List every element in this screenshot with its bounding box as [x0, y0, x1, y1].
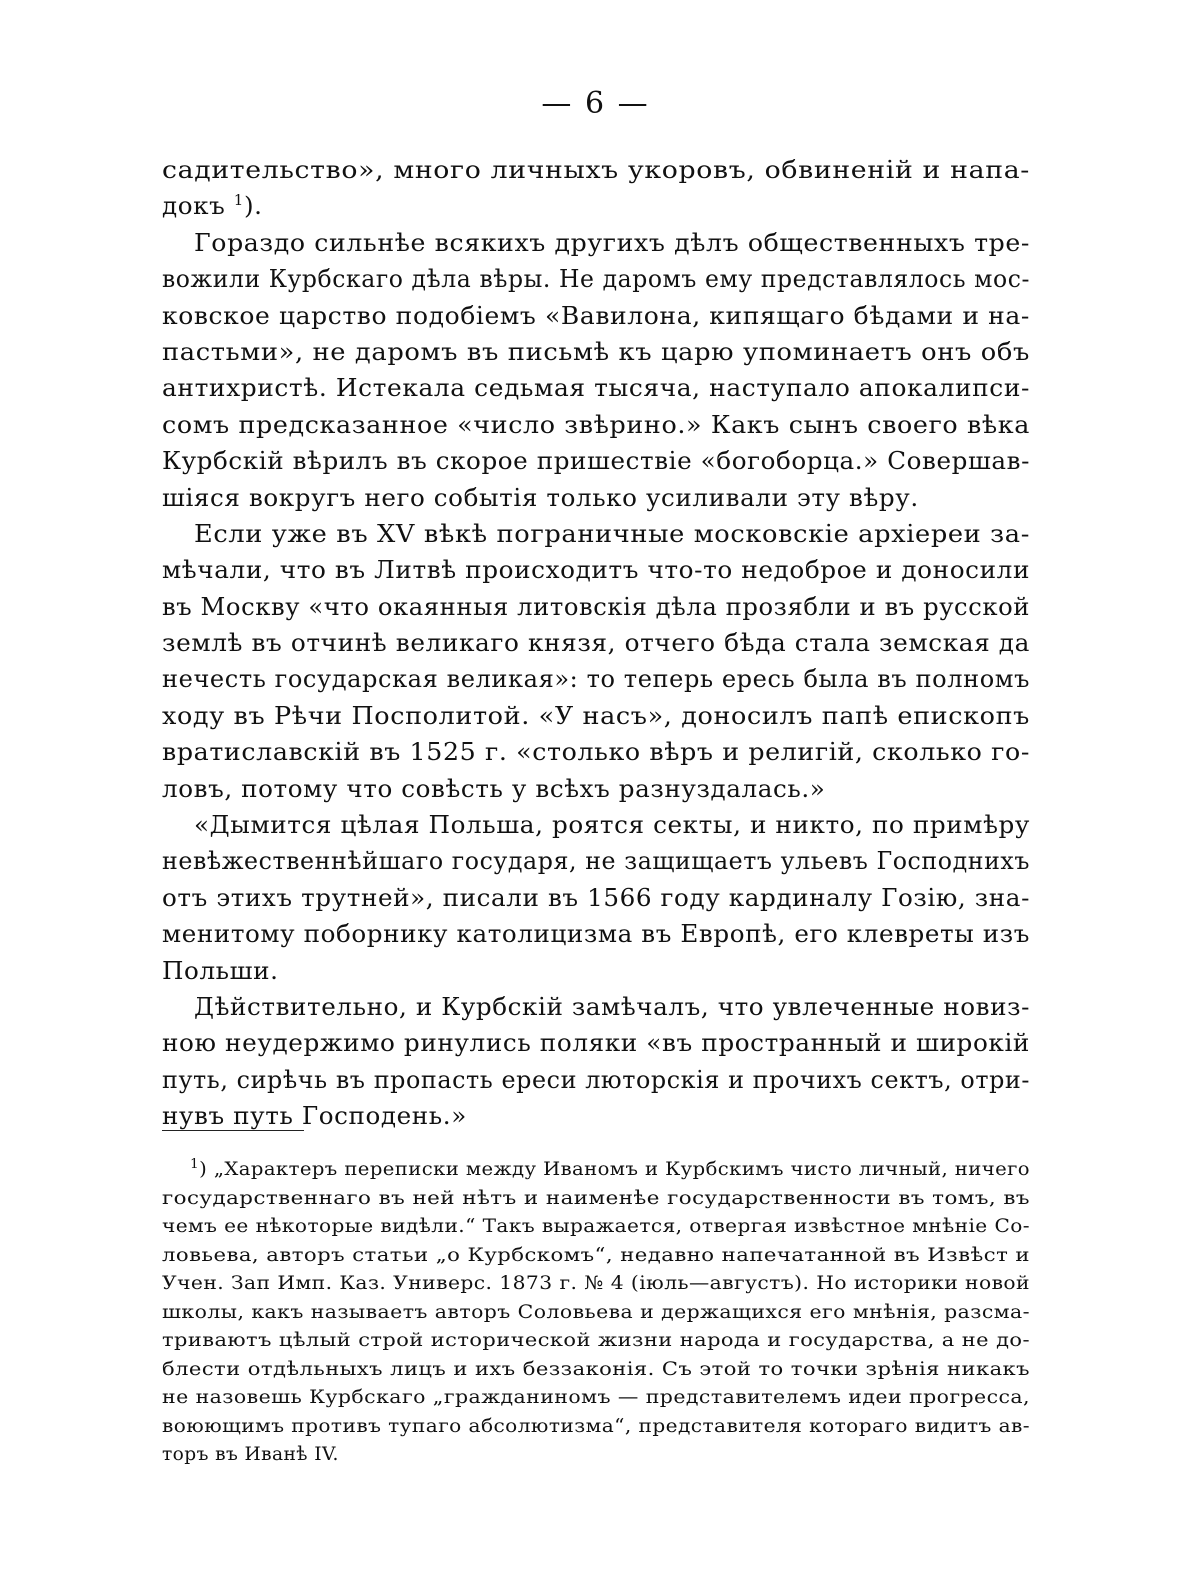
- footnote-line: Учен. Зап Имп. Каз. Универс. 1873 г. № 4 (іюль—августъ). Но историки новой: [162, 1273, 1030, 1294]
- footnote-line: триваютъ цѣлый строй исторической жизни народа и государства, а не до-: [162, 1330, 1030, 1351]
- page-number: — 6 —: [541, 86, 650, 121]
- text-line: ною неудержимо ринулись поляки «въ пространный и широкій: [162, 1028, 1030, 1058]
- footnote-line: блести отдѣльныхъ лицъ и ихъ беззаконія. Съ этой то точки зрѣнія никакъ: [162, 1358, 1030, 1380]
- text-line: вожили Курбскаго дѣла вѣры. Не даромъ ему представлялось мос-: [162, 264, 1030, 294]
- text-line: въ Москву «что окаянныя литовскія дѣла прозябли и въ русской: [162, 591, 1030, 621]
- footnote-line: не назовешь Курбскаго „гражданиномъ — представителемъ идеи прогресса,: [162, 1387, 1030, 1408]
- footnote-line: воюющимъ противъ тупаго абсолютизма“, представителя котораго видитъ ав-: [162, 1415, 1030, 1437]
- text-line: вратиславскій въ 1525 г. «столько вѣръ и религій, сколько го-: [162, 737, 1030, 767]
- text-line: Если уже въ XV вѣкѣ пограничные московскіе архіереи за-: [194, 518, 1030, 548]
- text-line: Курбскій вѣрилъ въ скорое пришествіе «богоборца.» Совершав-: [162, 446, 1030, 476]
- footnote-line: ловьева, авторъ статьи „о Курбскомъ“, недавно напечатанной въ Извѣст и: [162, 1244, 1030, 1266]
- text-line: Дѣйствительно, и Курбскій замѣчалъ, что увлеченные новиз-: [194, 991, 1030, 1021]
- text-line: пастьми», не даромъ въ письмѣ къ царю упоминаетъ онъ объ: [162, 336, 1030, 366]
- text-line: путь, сирѣчь въ пропасть ереси люторскія и прочихъ сектъ, отри-: [162, 1064, 1030, 1094]
- text-line: ходу въ Рѣчи Посполитой. «У насъ», доносилъ папѣ епископъ: [162, 700, 1030, 730]
- text-line: невѣжественнѣйшаго государя, не защищаетъ ульевъ Господнихъ: [162, 846, 1030, 876]
- text-line: ловъ, потому что совѣсть у всѣхъ разнуздалась.»: [162, 773, 826, 803]
- footnote-line: $^1$) „Характеръ переписки между Иваномъ и Курбскимъ чисто личный, ничего: [190, 1157, 1030, 1180]
- text-line: докъ $^1$).: [162, 191, 263, 221]
- text-line: землѣ въ отчинѣ великаго князя, отчего бѣда стала земская да: [162, 628, 1030, 658]
- main-text: [162, 152, 1030, 1135]
- text-line: нувъ путь Господень.»: [162, 1101, 467, 1131]
- footnote: [162, 1156, 1030, 1470]
- text-line: Гораздо сильнѣе всякихъ другихъ дѣлъ общественныхъ тре-: [194, 227, 1030, 257]
- footnote-line: торъ въ Иванѣ IV.: [162, 1444, 339, 1465]
- text-line: «Дымится цѣлая Польша, роятся секты, и никто, по примѣру: [194, 810, 1030, 840]
- footnote-line: государственнаго въ ней нѣтъ и наименѣе государственности въ томъ, въ: [162, 1187, 1030, 1209]
- footnote-line: чемъ ее нѣкоторые видѣли.“ Такъ выражается, отвергая извѣстное мнѣніе Со-: [162, 1216, 1030, 1237]
- text-line: менитому поборнику католицизма въ Европѣ, его клевреты изъ: [162, 919, 1030, 949]
- text-line: шіяся вокругъ него событія только усиливали эту вѣру.: [162, 482, 919, 512]
- footnote-number: 1: [190, 1157, 200, 1172]
- text-line: нечесть государская великая»: то теперь ересь была въ полномъ: [162, 664, 1030, 694]
- text-line: отъ этихъ трутней», писали въ 1566 году кардиналу Гозію, зна-: [162, 882, 1030, 912]
- footnote-line: школы, какъ называетъ авторъ Соловьева и держащихся его мнѣнія, разсма-: [162, 1301, 1030, 1323]
- text-line: ковское царство подобіемъ «Вавилона, кипящаго бѣдами и на-: [162, 300, 1030, 330]
- footnote-divider: [162, 1130, 304, 1131]
- text-line: мѣчали, что въ Литвѣ происходитъ что-то недоброе и доносили: [162, 555, 1030, 585]
- text-line: антихристѣ. Истекала седьмая тысяча, наступало апокалипси-: [162, 373, 1030, 403]
- footnote-marker: 1: [233, 191, 244, 210]
- text-line: сомъ предсказанное «число звѣрино.» Какъ сынъ своего вѣка: [162, 409, 1030, 439]
- text-line: садительство», много личныхъ укоровъ, обвиненій и напа-: [162, 155, 1030, 184]
- text-line: Польши.: [162, 955, 279, 985]
